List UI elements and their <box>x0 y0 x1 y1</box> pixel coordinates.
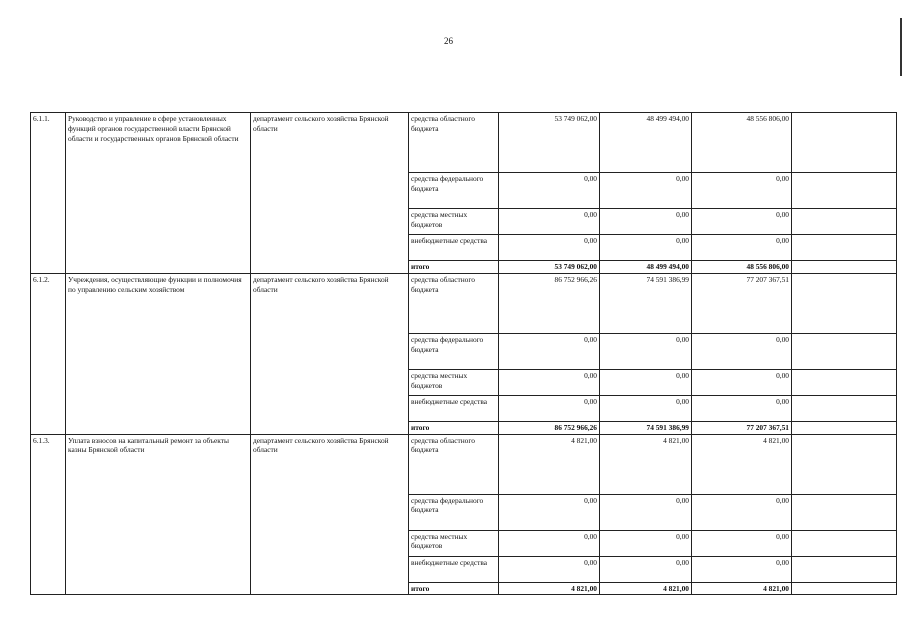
funding-source: средства федерального бюджета <box>409 494 499 530</box>
page-number: 26 <box>444 36 453 46</box>
funding-source: внебюджетные средства <box>409 395 499 421</box>
funding-source: средства федерального бюджета <box>409 173 499 209</box>
amount-v3: 0,00 <box>692 369 792 395</box>
empty-cell <box>792 235 897 261</box>
amount-v3: 48 556 806,00 <box>692 113 792 173</box>
empty-cell <box>792 582 897 595</box>
amount-v3: 0,00 <box>692 235 792 261</box>
empty-cell <box>792 421 897 434</box>
amount-v3: 0,00 <box>692 395 792 421</box>
empty-cell <box>792 530 897 556</box>
empty-cell <box>792 273 897 333</box>
amount-v3: 0,00 <box>692 530 792 556</box>
amount-v3: 77 207 367,51 <box>692 273 792 333</box>
total-amount-v2: 48 499 494,00 <box>600 261 692 274</box>
total-amount-v1: 4 821,00 <box>499 582 600 595</box>
amount-v1: 0,00 <box>499 530 600 556</box>
table-row <box>31 113 897 173</box>
empty-cell <box>792 494 897 530</box>
amount-v1: 0,00 <box>499 173 600 209</box>
amount-v2: 0,00 <box>600 209 692 235</box>
amount-v2: 0,00 <box>600 494 692 530</box>
empty-cell <box>792 556 897 582</box>
amount-v2: 4 821,00 <box>600 434 692 494</box>
empty-cell <box>792 173 897 209</box>
empty-cell <box>792 395 897 421</box>
item-code: 6.1.2. <box>31 273 66 434</box>
scan-edge-mark <box>900 18 902 76</box>
funding-source: средства федерального бюджета <box>409 333 499 369</box>
item-code: 6.1.3. <box>31 434 66 595</box>
empty-cell <box>792 434 897 494</box>
funding-source: средства местных бюджетов <box>409 530 499 556</box>
item-code: 6.1.1. <box>31 113 66 274</box>
amount-v3: 0,00 <box>692 556 792 582</box>
amount-v1: 0,00 <box>499 369 600 395</box>
amount-v2: 0,00 <box>600 556 692 582</box>
item-name: Учреждения, осуществляющие функции и полномочия по управлению сельским хозяйством <box>66 273 251 434</box>
total-amount-v2: 74 591 386,99 <box>600 421 692 434</box>
amount-v3: 0,00 <box>692 494 792 530</box>
amount-v2: 74 591 386,99 <box>600 273 692 333</box>
amount-v1: 0,00 <box>499 333 600 369</box>
total-amount-v3: 4 821,00 <box>692 582 792 595</box>
total-amount-v3: 77 207 367,51 <box>692 421 792 434</box>
empty-cell <box>792 113 897 173</box>
amount-v2: 0,00 <box>600 235 692 261</box>
amount-v1: 0,00 <box>499 494 600 530</box>
amount-v1: 0,00 <box>499 209 600 235</box>
item-name: Руководство и управление в сфере установленных функций органов государственной власти Брянской области и государственных органов Брянской области <box>66 113 251 274</box>
item-executor: департамент сельского хозяйства Брянской области <box>251 434 409 595</box>
funding-source: средства областного бюджета <box>409 113 499 173</box>
amount-v1: 0,00 <box>499 395 600 421</box>
funding-source: средства областного бюджета <box>409 434 499 494</box>
amount-v1: 4 821,00 <box>499 434 600 494</box>
funding-source: средства областного бюджета <box>409 273 499 333</box>
amount-v2: 0,00 <box>600 369 692 395</box>
table-row <box>31 434 897 494</box>
amount-v3: 0,00 <box>692 173 792 209</box>
funding-source: внебюджетные средства <box>409 235 499 261</box>
amount-v1: 0,00 <box>499 235 600 261</box>
amount-v2: 48 499 494,00 <box>600 113 692 173</box>
empty-cell <box>792 209 897 235</box>
total-label: итого <box>409 421 499 434</box>
empty-cell <box>792 261 897 274</box>
total-label: итого <box>409 582 499 595</box>
item-name: Уплата взносов на капитальный ремонт за объекты казны Брянской области <box>66 434 251 595</box>
amount-v3: 4 821,00 <box>692 434 792 494</box>
funding-source: средства местных бюджетов <box>409 209 499 235</box>
amount-v2: 0,00 <box>600 395 692 421</box>
empty-cell <box>792 369 897 395</box>
item-executor: департамент сельского хозяйства Брянской области <box>251 113 409 274</box>
amount-v1: 86 752 966,26 <box>499 273 600 333</box>
amount-v2: 0,00 <box>600 173 692 209</box>
total-label: итого <box>409 261 499 274</box>
funding-source: средства местных бюджетов <box>409 369 499 395</box>
amount-v3: 0,00 <box>692 209 792 235</box>
empty-cell <box>792 333 897 369</box>
amount-v2: 0,00 <box>600 530 692 556</box>
amount-v1: 53 749 062,00 <box>499 113 600 173</box>
funding-source: внебюджетные средства <box>409 556 499 582</box>
total-amount-v2: 4 821,00 <box>600 582 692 595</box>
amount-v2: 0,00 <box>600 333 692 369</box>
total-amount-v1: 53 749 062,00 <box>499 261 600 274</box>
amount-v3: 0,00 <box>692 333 792 369</box>
item-executor: департамент сельского хозяйства Брянской области <box>251 273 409 434</box>
budget-table <box>30 112 897 595</box>
total-amount-v3: 48 556 806,00 <box>692 261 792 274</box>
table-row <box>31 273 897 333</box>
amount-v1: 0,00 <box>499 556 600 582</box>
total-amount-v1: 86 752 966,26 <box>499 421 600 434</box>
